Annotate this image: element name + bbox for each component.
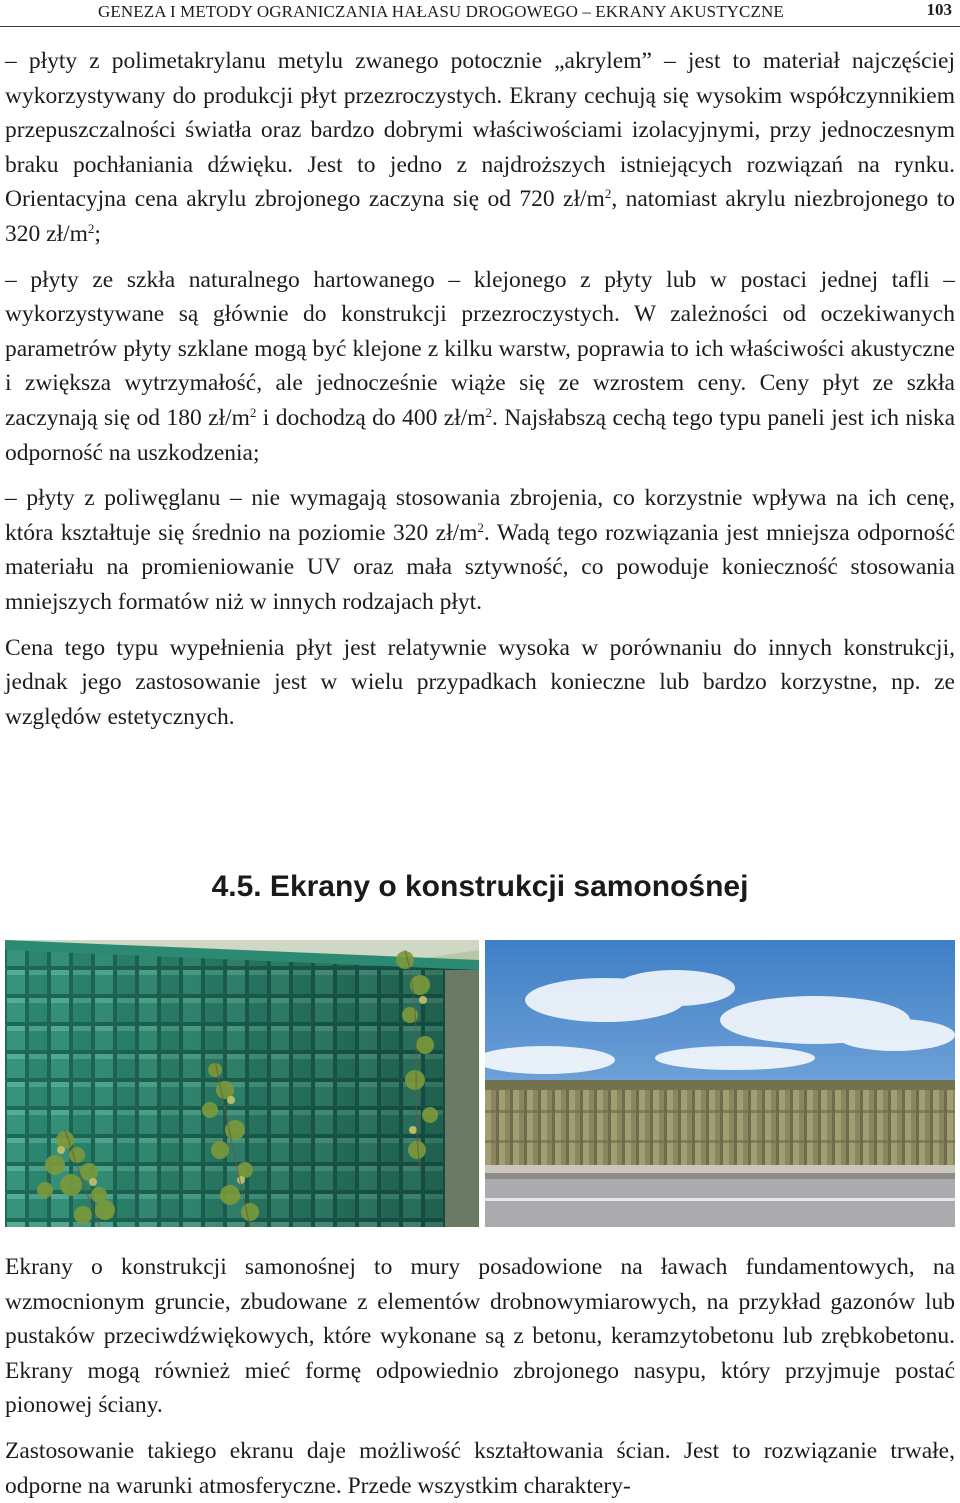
body-text-lower	[5, 1250, 955, 1503]
paragraph-glass: – płyty ze szkła naturalnego hartowanego – klejonego z płyty lub w postaci jednej tafli – wykorzystywane są głównie do konstrukcji przezroczystych. W zależności od oczekiwanych parametrów płyty szklane mogą być klejone z kilku warstw, poprawia to ich właściwości akustyczne i zwiększa wytrzymałość, ale jednocześnie wiąże się ze wzrostem ceny. Ceny płyt ze szkła zaczynają się od 180 $zł/m^2$ i dochodzą do 400 $zł/m^2$. Najsłabszą cechą tego typu paneli jest ich niska odporność na uszkodzenia;	[5, 266, 956, 466]
body-text-upper	[5, 44, 955, 734]
section-heading: 4.5. Ekrany o konstrukcji samonośnej	[211, 870, 749, 903]
page-number: 103	[926, 0, 952, 19]
paragraph-polycarbonate: – płyty z poliwęglanu – nie wymagają stosowania zbrojenia, co korzystnie wpływa na ich cenę, która kształtuje się średnio na poziomie 320 $zł/m^2$. Wadą tego rozwiązania jest mniejsza odporność materiału na promieniowanie UV oraz mała sztywność, co powoduje konieczność stosowania mniejszych formatów niż w innych rodzajach płyt.	[5, 485, 955, 615]
paragraph-self-supporting-definition: Ekrany o konstrukcji samonośnej to mury posadowione na ławach fundamentowych, na wzmocnionym gruncie, zbudowane z elementów drobnowymiarowych, na przykład gazonów lub pustaków przeciwdźwiękowych, które wykonane są z betonu, keramzytobetonu lub zrębkobetonu. Ekrany mogą również mieć formę odpowiednio zbrojonego nasypu, który przyjmuje postać pionowej ściany.	[5, 1254, 955, 1419]
photo-row	[0, 940, 960, 1227]
running-header-title: GENEZA I METODY OGRANICZANIA HAŁASU DROGOWEGO – EKRANY AKUSTYCZNE	[98, 2, 784, 21]
paragraph-self-supporting-benefits: Zastosowanie takiego ekranu daje możliwość kształtowania ścian. Jest to rozwiązanie trwałe, odporne na warunki atmosferyczne. Przede wszystkim charaktery-	[5, 1437, 955, 1499]
green-block-wall-image	[5, 940, 479, 1227]
running-header	[0, 0, 960, 27]
paragraph-price-summary: Cena tego typu wypełnienia płyt jest relatywnie wysoka w porównaniu do innych konstrukcji, jednak jego zastosowanie jest w wielu przypadkach konieczne lub bardzo korzystne, np. ze względów estetycznych.	[5, 634, 955, 730]
photo-olive-panel-wall	[485, 940, 955, 1227]
photo-green-block-wall	[5, 940, 479, 1227]
olive-panel-wall-image	[485, 940, 955, 1227]
paragraph-acrylic: – płyty z polimetakrylanu metylu zwanego potocznie „akrylem” – jest to materiał najczęściej wykorzystywany do produkcji płyt przezroczystych. Ekrany cechują się wysokim współczynnikiem przepuszczalności światła oraz bardzo dobrymi właściwościami izolacyjnymi, przy jednoczesnym braku pochłaniania dźwięku. Jest to jedno z najdroższych istniejących rozwiązań na rynku. Orientacyjna cena akrylu zbrojonego zaczyna się od 720 $zł/m^2$, natomiast akrylu niezbrojonego to 320 $zł/m^2$;	[5, 48, 955, 247]
